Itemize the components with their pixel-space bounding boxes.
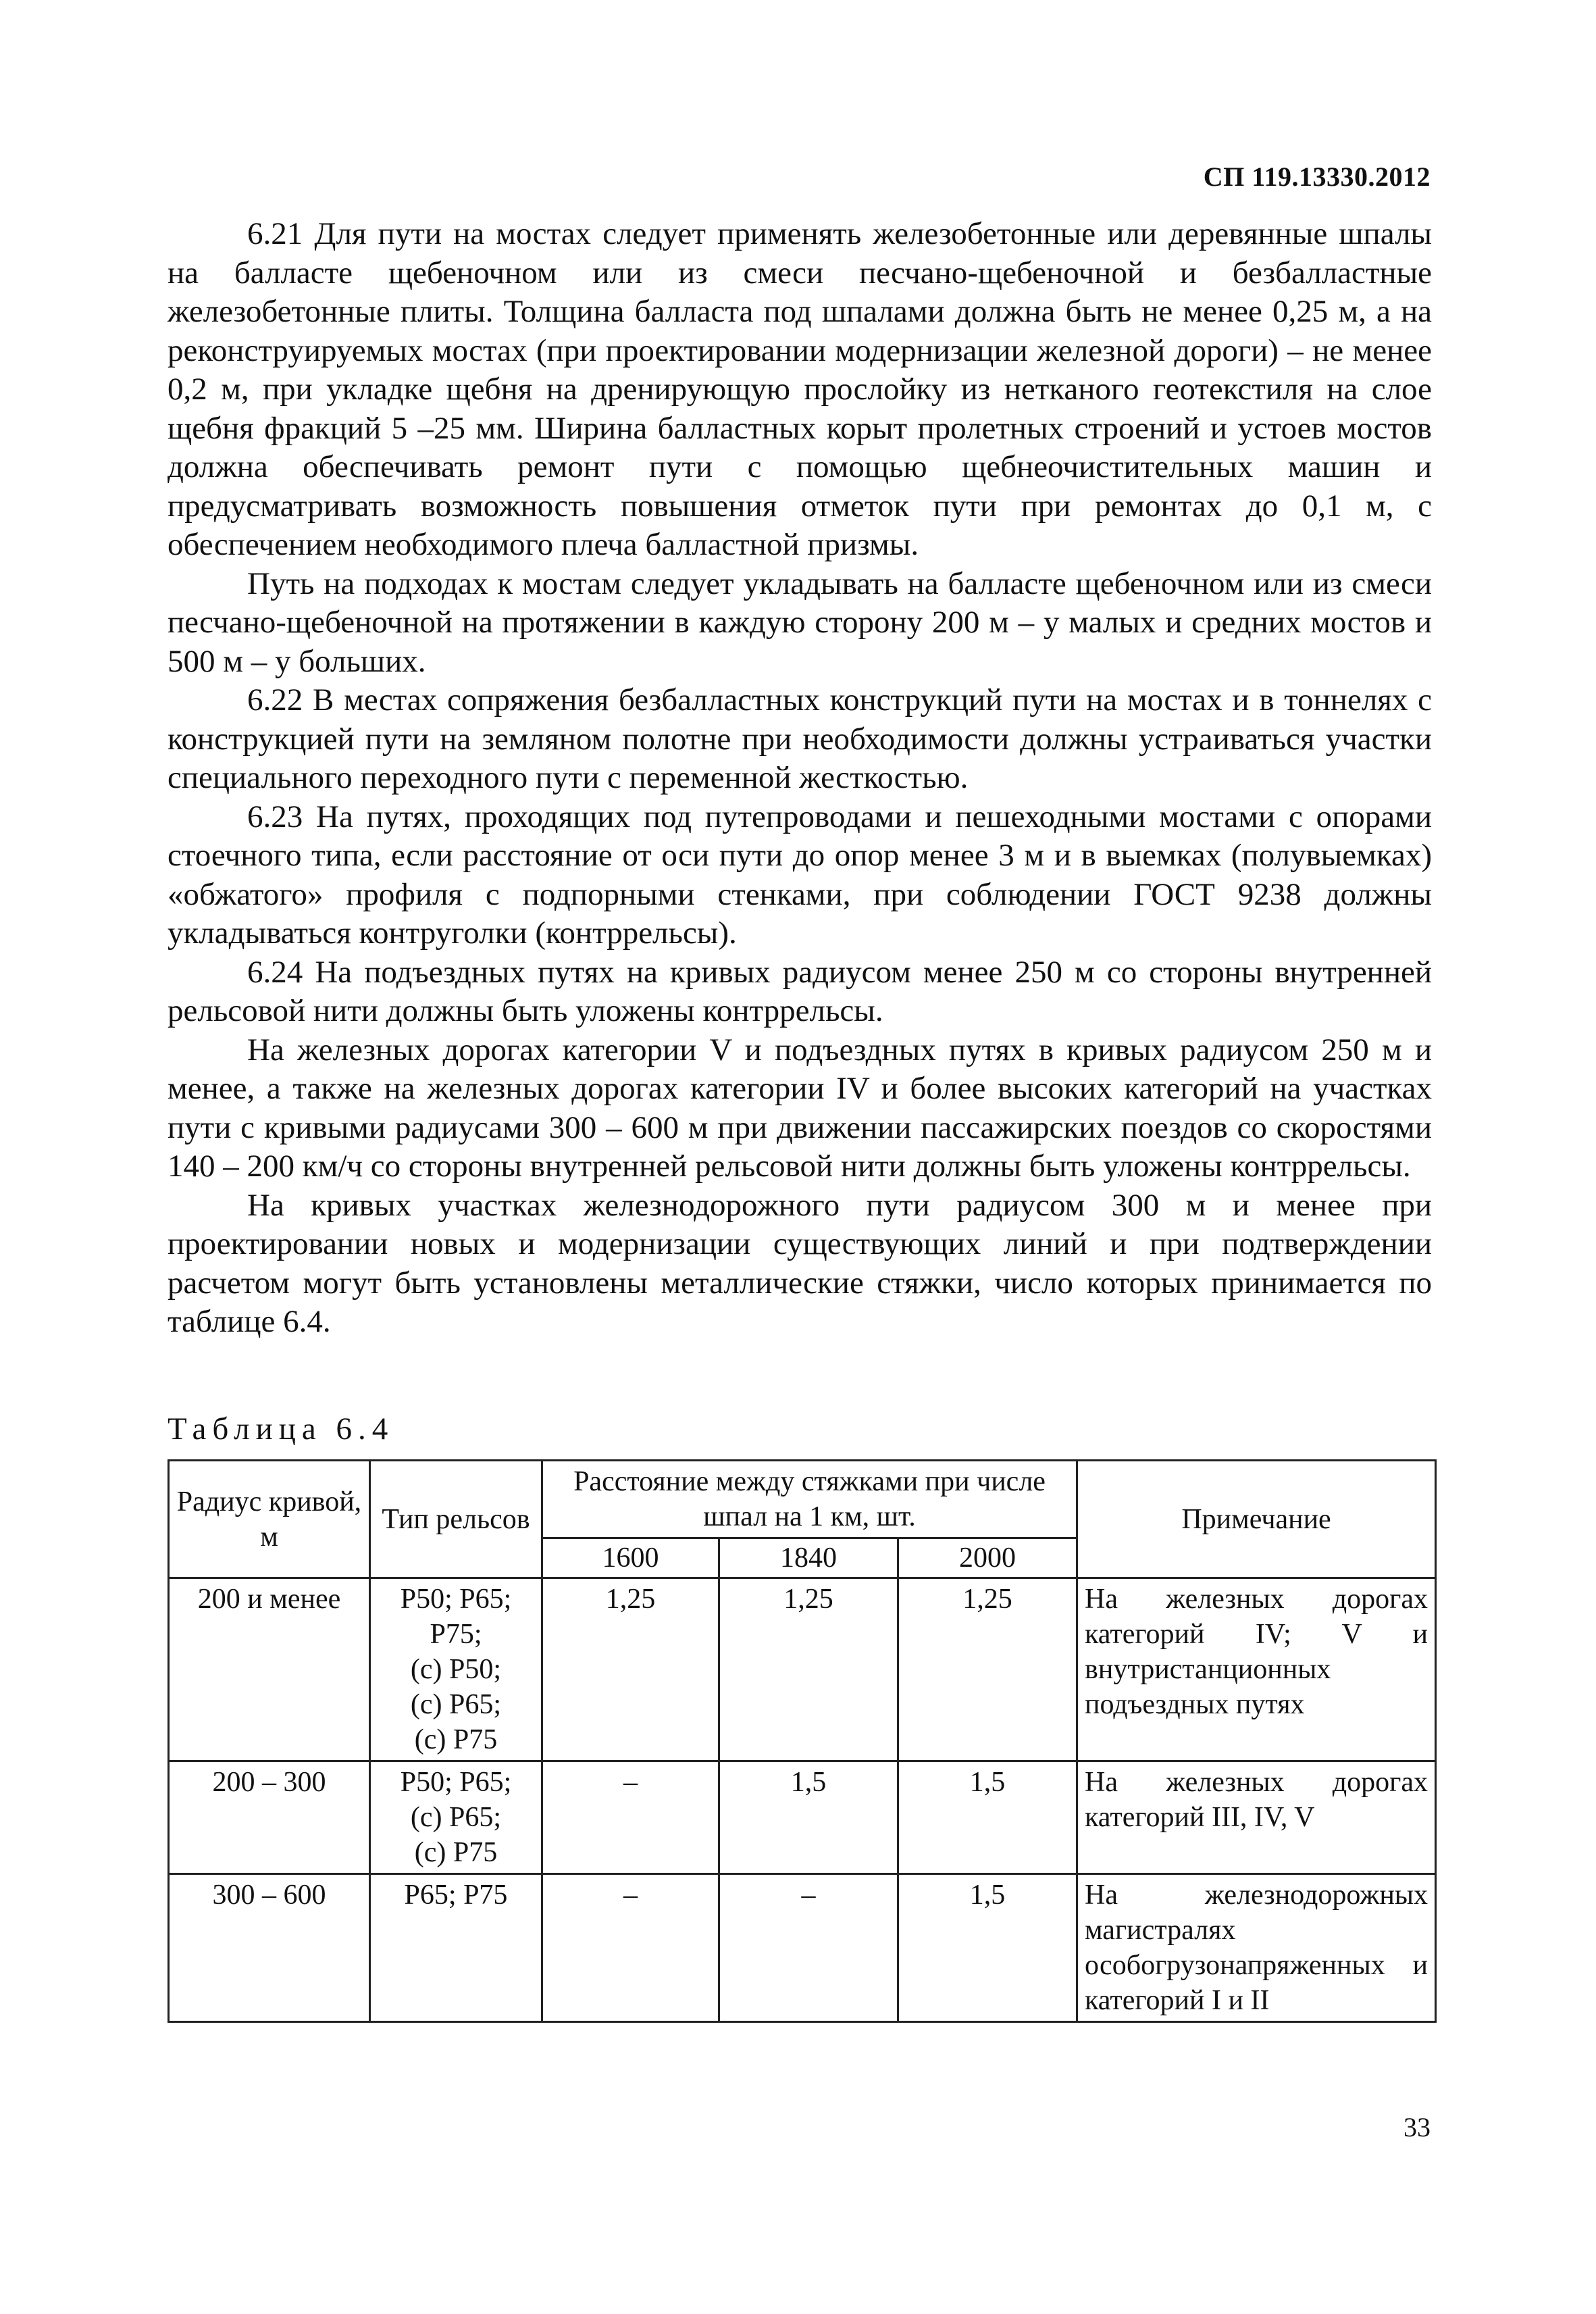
table-caption: Таблица 6.4 [168, 1411, 394, 1447]
table-6-4 [168, 1459, 1437, 2023]
cell-2000: 1,25 [898, 1578, 1077, 1761]
cell-1600: – [542, 1761, 719, 1874]
cell-rails [370, 1761, 542, 1874]
rail-line: Р65; Р75 [404, 1880, 508, 1911]
cell-1840: – [719, 1874, 898, 2022]
paragraph-approaches: Путь на подходах к мостам следует укладывать на балласте щебеночном или из смеси песчано-щебеночной на протяжении в каждую сторону 200 м – у малых и средних мостов и 500 м – у больших. [168, 565, 1432, 679]
header-rail-type: Тип рельсов [370, 1461, 542, 1578]
table-row [169, 1761, 1436, 1874]
paragraph-ties: На кривых участках железнодорожного пути радиусом 300 м и менее при проектировании новых и модернизации существующих линий и при подтверждении расчетом могут быть установлены металлические стяжки, число которых принимается по таблице 6.4. [168, 1187, 1432, 1339]
paragraph-6-21: 6.21 Для пути на мостах следует применять железобетонные или деревянные шпалы на балласте щебеночном или из смеси песчано-щебеночной и безбалластные железобетонные плиты. Толщина балласта под шпалами должна быть не менее 0,25 м, а на реконструируемых мостах (при проектировании модернизации железной дороги) – не менее 0,2 м, при укладке щебня на дренирующую прослойку из нетканого геотекстиля на слое щебня фракций 5 –25 мм. Ширина балластных корыт пролетных строений и устоев мостов должна обеспечивать ремонт пути с помощью щебнеочистительных машин и предусматривать возможность повышения отметок пути при ремонтах до 0,1 м, с обеспечением необходимого плеча балластной призмы. [168, 216, 1432, 562]
cell-1840: 1,25 [719, 1578, 898, 1761]
cell-2000: 1,5 [898, 1874, 1077, 2022]
body-text [168, 215, 1432, 1342]
cell-rails [370, 1874, 542, 2022]
table-row [169, 1578, 1436, 1761]
cell-radius: 300 – 600 [169, 1874, 370, 2022]
rail-line: Р75; [430, 1619, 482, 1650]
rail-line: (с) Р75 [414, 1837, 498, 1868]
header-note: Примечание [1077, 1461, 1436, 1578]
header-2000: 2000 [898, 1538, 1077, 1578]
header-1840: 1840 [719, 1538, 898, 1578]
rail-line: (с) Р75 [414, 1724, 498, 1755]
paragraph-category-v: На железных дорогах категории V и подъездных путях в кривых радиусом 250 м и менее, а также на железных дорогах категории IV и более высоких категорий на участках пути с кривыми радиусами 300 – 600 м при движении пассажирских поездов со скоростями 140 – 200 км/ч со стороны внутренней рельсовой нити должны быть уложены контррельсы. [168, 1032, 1432, 1184]
header-distance: Расстояние между стяжками при числе шпал на 1 км, шт. [542, 1461, 1077, 1538]
cell-1840: 1,5 [719, 1761, 898, 1874]
header-radius: Радиус кривой, м [169, 1461, 370, 1578]
cell-note: На железнодорожных магистралях особогрузонапряженных и категорий I и II [1077, 1874, 1436, 2022]
cell-radius: 200 и менее [169, 1578, 370, 1761]
cell-1600: 1,25 [542, 1578, 719, 1761]
rail-line: Р50; Р65; [400, 1584, 512, 1615]
rail-line: (с) Р50; [410, 1654, 502, 1685]
paragraph-6-23: 6.23 На путях, проходящих под путепроводами и пешеходными мостами с опорами стоечного типа, если расстояние от оси пути до опор менее 3 м и в выемках (полувыемках) «обжатого» профиля с подпорными стенками, при соблюдении ГОСТ 9238 должны укладываться контруголки (контррельсы). [168, 799, 1432, 951]
cell-2000: 1,5 [898, 1761, 1077, 1874]
cell-rails [370, 1578, 542, 1761]
table-row [169, 1874, 1436, 2022]
cell-note: На железных дорогах категорий IV; V и внутристанционных подъездных путях [1077, 1578, 1436, 1761]
cell-note: На железных дорогах категорий III, IV, V [1077, 1761, 1436, 1874]
header-1600: 1600 [542, 1538, 719, 1578]
rail-line: (с) Р65; [410, 1689, 502, 1720]
rail-line: (с) Р65; [410, 1802, 502, 1833]
table-header-row [169, 1461, 1436, 1538]
rail-line: Р50; Р65; [400, 1767, 512, 1798]
cell-1600: – [542, 1874, 719, 2022]
paragraph-6-22: 6.22 В местах сопряжения безбалластных конструкций пути на мостах и в тоннелях с конструкцией пути на земляном полотне при необходимости должны устраиваться участки специального переходного пути с переменной жесткостью. [168, 682, 1432, 795]
document-code: СП 119.13330.2012 [1203, 161, 1431, 192]
paragraph-6-24: 6.24 На подъездных путях на кривых радиусом менее 250 м со стороны внутренней рельсовой нити должны быть уложены контррельсы. [168, 954, 1432, 1028]
page-number: 33 [1404, 2112, 1431, 2142]
cell-radius: 200 – 300 [169, 1761, 370, 1874]
